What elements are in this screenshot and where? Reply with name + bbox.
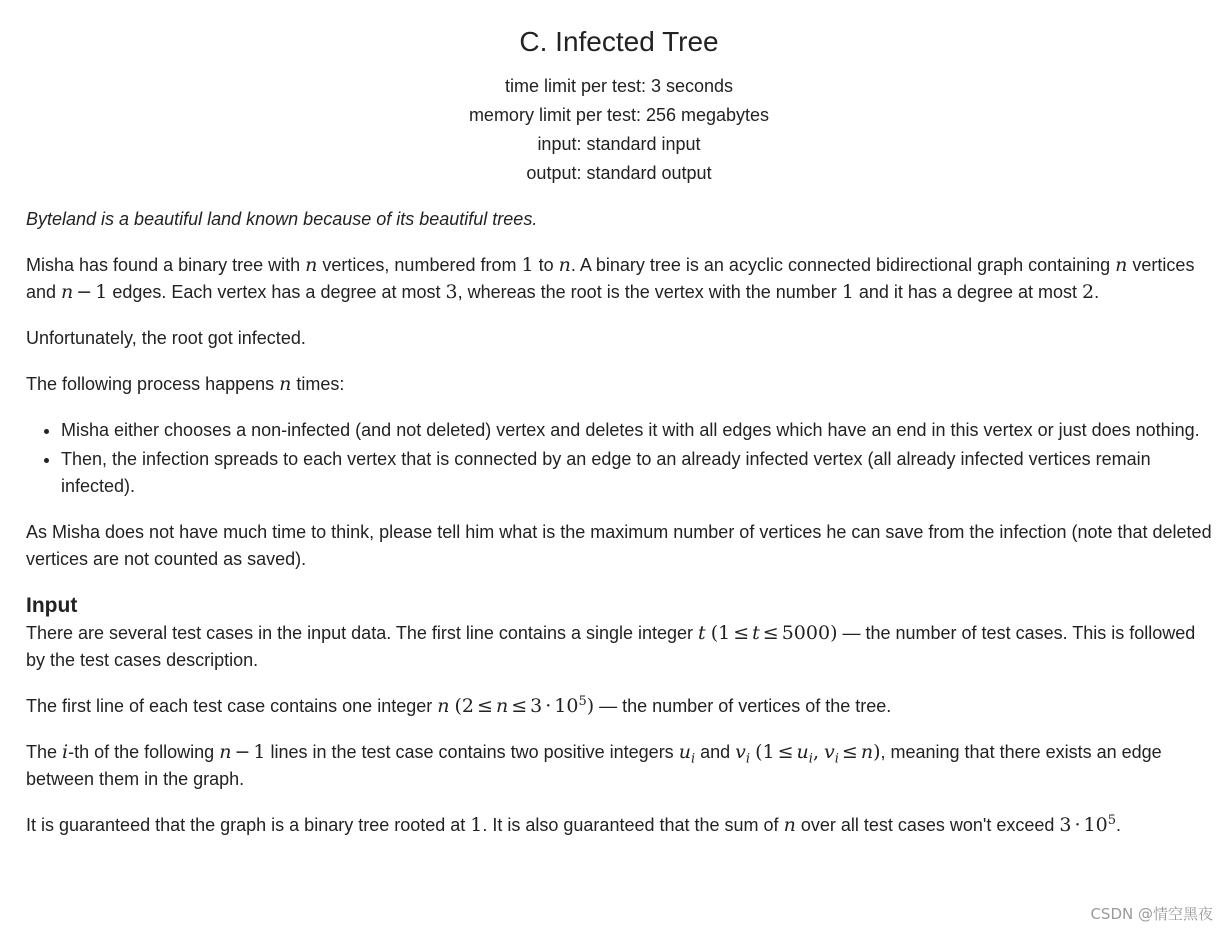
list-item: • Misha either chooses a non-infected (and not deleted) vertex and deletes it with all edges which have an end in this vertex or just does nothing. — [61, 417, 1212, 444]
problem-title: C. Infected Tree — [519, 26, 719, 57]
memory-limit: memory limit per test: 256 megabytes — [468, 105, 770, 125]
problem-header — [26, 0, 1212, 188]
statement-paragraph: Unfortunately, the root got infected. — [26, 328, 306, 348]
input-paragraph: The i-th of the following n − 1 lines in the test case contains two positive integers $u_i$ and $v_i$ ($1 \le u_i$, $v_i \le n$), meaning that there exists an edge between them in the graph. — [26, 741, 1162, 789]
legend-text: Byteland is a beautiful land known because of its beautiful trees. — [26, 209, 538, 229]
csdn-watermark: CSDN @情空黑夜 — [1090, 905, 1213, 923]
time-limit: time limit per test: 3 seconds — [504, 76, 734, 96]
problem-statement — [26, 0, 1212, 858]
statement-paragraph: Misha has found a binary tree with n vertices, numbered from 1 to n. A binary tree is an acyclic connected bidirectional graph containing n vertices and n − 1 edges. Each vertex has a degree at most 3, whereas the root is the vertex with the number 1 and it has a degree at most 2. — [26, 254, 1195, 303]
input-paragraph: It is guaranteed that the graph is a binary tree rooted at 1. It is also guaranteed that the sum of n over all test cases won't exceed $3 \cdot 10^5$. — [26, 813, 1122, 836]
list-item: • Then, the infection spreads to each vertex that is connected by an edge to an already infected vertex (all already infected vertices remain infected). — [61, 446, 1212, 500]
process-list — [26, 417, 1212, 500]
output-spec: output: standard output — [526, 163, 712, 183]
input-paragraph: There are several test cases in the input data. The first line contains a single integer t (1 ≤ t ≤ 5000) — the number of test cases. This is followed by the test cases description. — [26, 622, 1196, 670]
input-paragraph: The first line of each test case contains one integer n $(2 \le n \le 3 \cdot 10^5)$ — the number of vertices of the tree. — [26, 694, 892, 717]
input-spec: input: standard input — [537, 134, 701, 154]
statement-paragraph: The following process happens n times: — [26, 373, 345, 395]
statement-paragraph: As Misha does not have much time to think, please tell him what is the maximum number of vertices he can save from the infection (note that deleted vertices are not counted as saved). — [26, 522, 1212, 569]
input-section-title: Input — [26, 594, 78, 617]
